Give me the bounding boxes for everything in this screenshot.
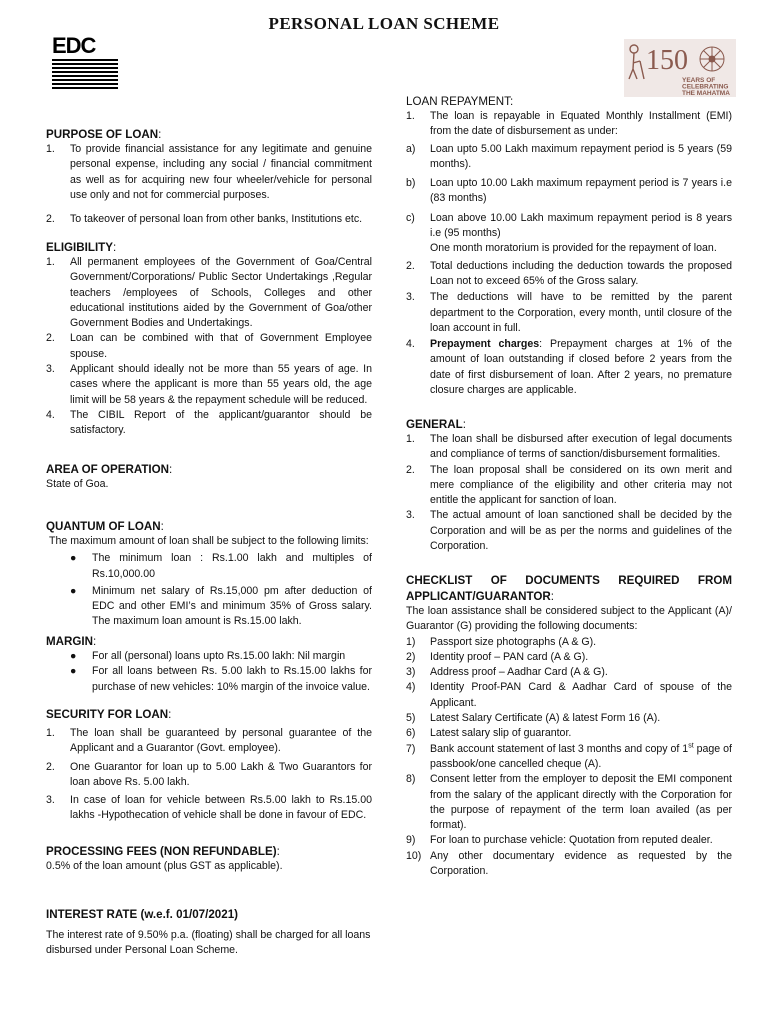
quantum-heading: QUANTUM OF LOAN:	[46, 520, 164, 533]
margin-heading: MARGIN:	[46, 635, 97, 648]
list-item: 2. To takeover of personal loan from other banks, Institutions etc.	[46, 213, 363, 226]
purpose-heading: PURPOSE OF LOAN:	[46, 128, 162, 141]
mahatma-150-logo	[624, 39, 736, 97]
list-item: 6) Latest salary slip of guarantor.	[406, 727, 572, 740]
list-item: 1. To provide financial assistance for any legitimate and genuine personal expense, including any social / financial commitment as well as for acquiring new four wheeler/vehicle for personal use only and not for commercial purposes.	[46, 143, 372, 201]
eligibility-section	[46, 240, 372, 439]
list-item: 1. The loan is repayable in Equated Monthly Installment (EMI) from the date of disbursement as under:	[406, 110, 732, 138]
list-item: 9) For loan to purchase vehicle: Quotation from reputed dealer.	[406, 834, 713, 847]
security-section	[46, 707, 372, 827]
list-item: 1. The loan shall be guaranteed by personal guarantee of the Applicant and a Guarantor (Govt. employee).	[46, 727, 372, 755]
list-item: a) Loan upto 5.00 Lakh maximum repayment period is 5 years (59 months).	[406, 142, 732, 170]
list-item: 2. The loan proposal shall be considered on its own merit and mere compliance of the eligibility and other criteria may not entitle the applicant for sanction of loan.	[406, 463, 732, 507]
fees-heading: PROCESSING FEES (NON REFUNDABLE):	[46, 845, 280, 858]
list-item: 2. Total deductions including the deduction towards the proposed Loan not to exceed 65% of the Gross salary.	[406, 259, 732, 287]
logo-150-line3: THE MAHATMA	[682, 90, 730, 97]
repayment-list-cont	[406, 259, 732, 399]
repayment-section	[406, 94, 732, 398]
area-heading: AREA OF OPERATION:	[46, 463, 173, 476]
area-text: State of Goa.	[46, 478, 109, 490]
purpose-list	[46, 142, 372, 227]
security-list	[46, 726, 372, 824]
list-item: c) Loan above 10.00 Lakh maximum repayment period is 8 years i.e (95 months)	[406, 211, 732, 240]
list-item: ● For all loans between Rs. 5.00 lakh to Rs.15.00 lakhs for purchase of new vehicles: 10% margin of the invoice value.	[70, 665, 372, 693]
purpose-section	[46, 127, 372, 236]
list-item: ● The minimum loan : Rs.1.00 lakh and multiples of Rs.10,000.00	[70, 552, 372, 580]
quantum-intro: The maximum amount of loan shall be subject to the following limits:	[49, 535, 369, 547]
fees-section	[46, 844, 372, 874]
list-item: 1. All permanent employees of the Government of Goa/Central Government/Corporations/ Public Sector Undertakings ,Regular teachers /employees of Schools, Colleges and other educational institutions aided by the Government of Goa/other Government Bodies and Undertakings.	[46, 256, 372, 330]
repayment-sub-list	[406, 142, 732, 242]
list-item: 2. One Guarantor for loan up to 5.00 Lakh & Two Guarantors for loan above Rs. 5.00 lakh.	[46, 760, 372, 788]
list-item: 1) Passport size photographs (A & G).	[406, 635, 597, 648]
list-item: 7) Bank account statement of last 3 months and copy of 1st page of passbook/one cancelled cheque (A).	[406, 742, 732, 770]
logo-150-number: 150	[646, 45, 688, 76]
moratorium-text: One month moratorium is provided for the repayment of loan.	[430, 242, 717, 255]
checklist-section	[406, 573, 732, 879]
list-item: 3. Applicant should ideally not be more than 55 years of age. In cases where the applicant is more than 55 years old, the age limit will be 58 years & the repayment schedule will be reduced.	[46, 363, 372, 406]
list-item: 1. The loan shall be disbursed after execution of legal documents and compliance of terms of sanction/disbursement formalities.	[406, 433, 732, 461]
list-item: 4. The CIBIL Report of the applicant/guarantor should be satisfactory.	[46, 408, 372, 437]
interest-text: The interest rate of 9.50% p.a. (floating) shall be charged for all loans disbursed under Personal Loan Scheme.	[46, 929, 371, 957]
list-item: 4. Prepayment charges: Prepayment charges at 1% of the amount of loan outstanding if closed before 2 years from the date of first disbursement of loan. After 2 years, no premature closure charges are applicable.	[406, 338, 732, 397]
charkha-icon	[700, 47, 724, 71]
eligibility-heading: ELIGIBILITY:	[46, 241, 117, 254]
general-list	[406, 432, 732, 554]
list-item: 4) Identity Proof-PAN Card & Aadhar Card of spouse of the Applicant.	[406, 681, 732, 709]
list-item: ● For all (personal) loans upto Rs.15.00 lakh: Nil margin	[70, 650, 346, 662]
list-item: b) Loan upto 10.00 Lakh maximum repayment period is 7 years i.e (83 months)	[406, 177, 732, 205]
list-item: 3) Address proof – Aadhar Card (A & G).	[406, 666, 608, 679]
margin-section	[46, 634, 372, 695]
list-item: 2) Identity proof – PAN card (A & G).	[406, 650, 589, 663]
logo-150-line1: YEARS OF	[682, 77, 716, 84]
security-heading: SECURITY FOR LOAN:	[46, 708, 172, 721]
interest-heading: INTEREST RATE (w.e.f. 01/07/2021)	[46, 908, 238, 921]
list-item: 5) Latest Salary Certificate (A) & latest Form 16 (A).	[406, 712, 661, 725]
edc-logo-stripes	[52, 59, 118, 89]
edc-logo	[52, 33, 118, 96]
repayment-heading: LOAN REPAYMENT:	[406, 95, 514, 108]
checklist-list	[406, 635, 732, 880]
general-section	[406, 417, 732, 554]
list-item: 10) Any other documentary evidence as requested by the Corporation.	[406, 849, 732, 878]
quantum-bullets	[68, 551, 372, 629]
list-item: ● Minimum net salary of Rs.15,000 pm after deduction of EDC and other EMI’s and minimum 35% of Gross salary. The maximum loan amount is Rs.15.00 lakh.	[70, 584, 372, 628]
eligibility-list	[46, 255, 372, 439]
repayment-list	[406, 109, 732, 140]
logo-150-line2: CELEBRATING	[682, 83, 729, 91]
list-item: 3. The actual amount of loan sanctioned shall be decided by the Corporation and will be as per the norms and guidelines of the Corporation.	[406, 509, 732, 553]
quantum-section	[46, 519, 372, 630]
checklist-heading: CHECKLIST OF DOCUMENTS REQUIRED FROM APPLICANT/GUARANTOR:	[406, 574, 732, 603]
fees-text: 0.5% of the loan amount (plus GST as applicable).	[46, 860, 283, 872]
checklist-intro: The loan assistance shall be considered subject to the Applicant (A)/ Guarantor (G) providing the following documents:	[406, 605, 732, 633]
gandhi-figure-icon	[624, 39, 736, 97]
area-section	[46, 462, 372, 492]
document-title: PERSONAL LOAN SCHEME	[268, 14, 500, 33]
interest-section	[46, 907, 372, 959]
list-item: 2. Loan can be combined with that of Government Employee spouse.	[46, 332, 372, 360]
general-heading: GENERAL:	[406, 418, 466, 431]
edc-logo-text: EDC	[52, 33, 96, 58]
list-item: 3. In case of loan for vehicle between Rs.5.00 lakh to Rs.15.00 lakhs -Hypothecation of vehicle shall be done in favour of EDC.	[46, 794, 372, 822]
list-item: 3. The deductions will have to be remitted by the parent department to the Corporation, every month, until closure of the loan account in full.	[406, 291, 732, 334]
margin-bullets	[68, 649, 372, 695]
list-item: 8) Consent letter from the employer to deposit the EMI component from the salary of the applicant directly with the Corporation for the purpose of repayment of the term loan availed (as per format).	[406, 773, 732, 832]
